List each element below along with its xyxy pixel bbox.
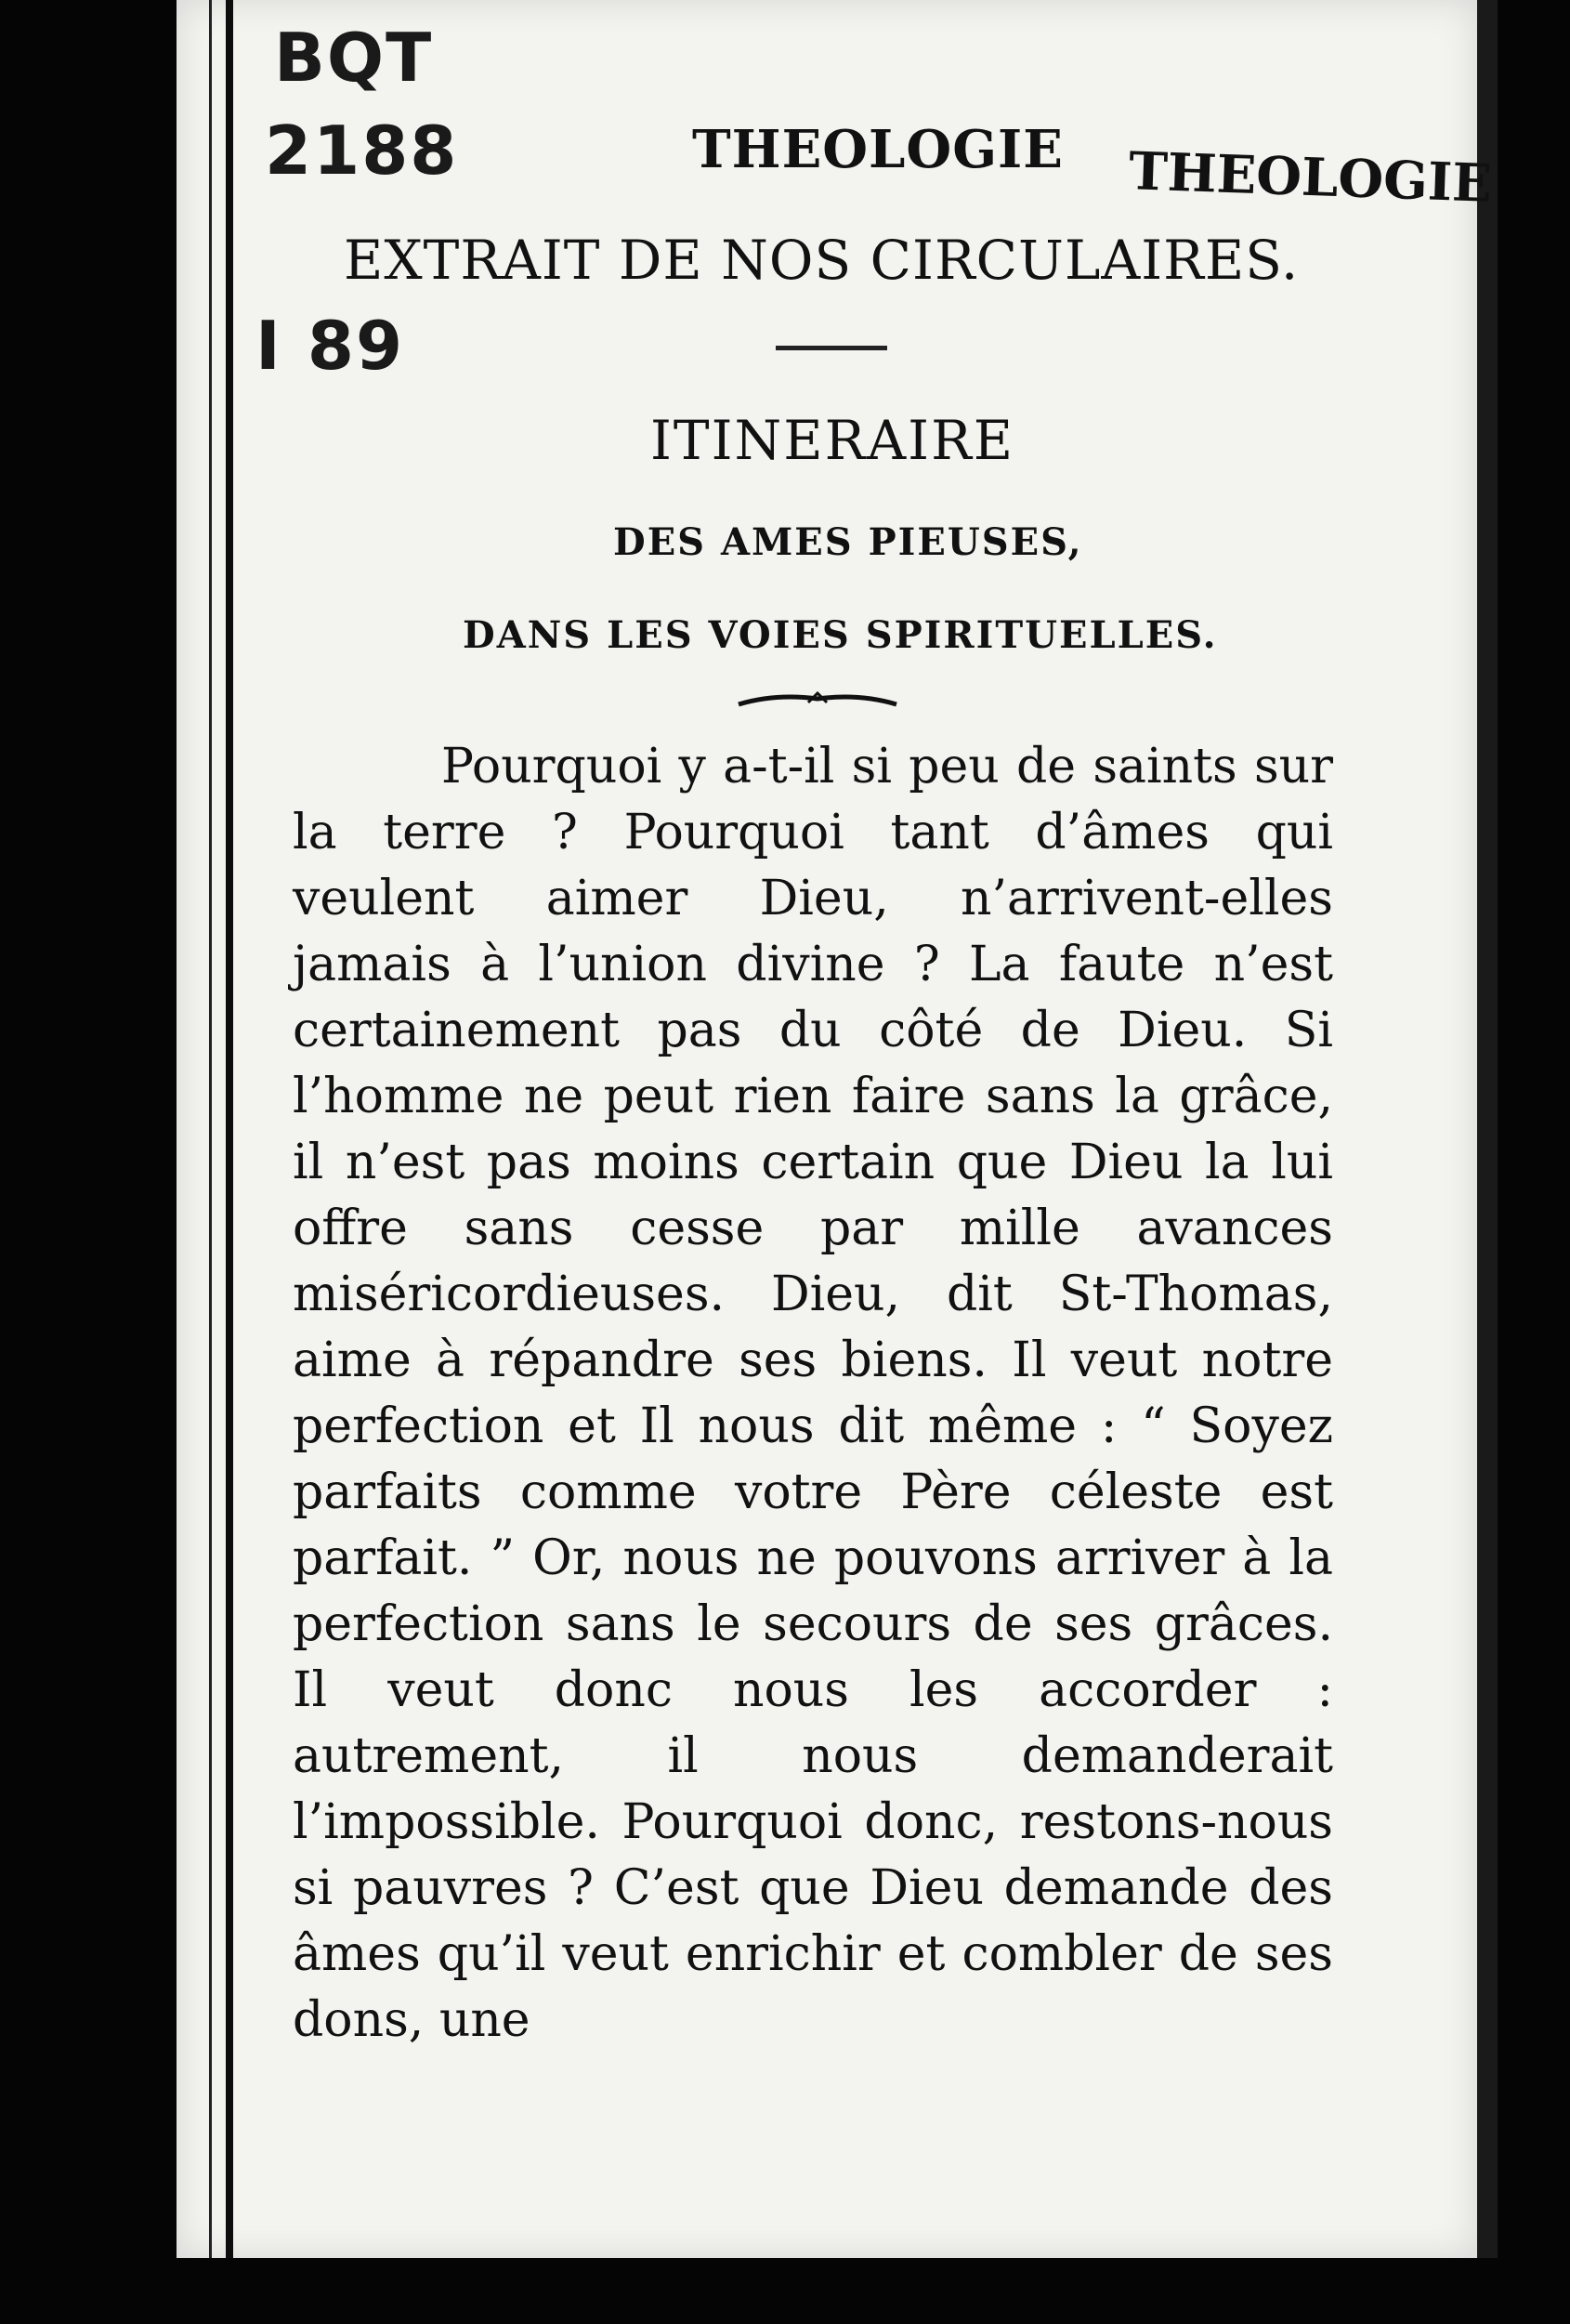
call-number-line2: 2188 (265, 112, 459, 190)
subtitle-line2: DANS LES VOIES SPIRITUELLES. (463, 613, 1218, 657)
call-number-line3: I 89 (255, 307, 405, 385)
header-left: THEOLOGIE (692, 119, 1064, 180)
margin-rule-thin (209, 0, 212, 2258)
call-number-line1: BQT (274, 19, 434, 97)
ornament-divider (734, 689, 901, 712)
subtitle-line1: DES AMES PIEUSES, (613, 520, 1083, 564)
document-title: ITINERAIRE (650, 409, 1015, 472)
subheader: EXTRAIT DE NOS CIRCULAIRES. (344, 229, 1300, 292)
header-right: THEOLOGIE (1127, 140, 1493, 215)
body-paragraph: Pourquoi y a-t-il si peu de saints sur la terre ? Pourquoi tant d’âmes qui veulent aimer Dieu, n’arrivent-elles jamais à l’union divine ? La faute n’est certainement pas du côté de Dieu. Si l’homme ne peut rien faire sans la grâce, il n’est pas moins certain que Dieu la lui offre sans cesse par mille avances miséricordieuses. Dieu, dit St-Thomas, aime à répandre ses biens. Il veut notre perfection et Il nous dit même : “ Soyez parfaits comme votre Père céleste est parfait. ” Or, nous ne pouvons arriver à la perfection sans le secours de ses grâces. Il veut donc nous les accorder : autrement, il nous demanderait l’impossible. Pourquoi donc, restons-nous si pauvres ? C’est que Dieu demande des âmes qu’il veut enrichir et combler de ses dons, une (293, 739, 1333, 2048)
separator-rule (776, 346, 887, 350)
margin-rule (226, 0, 233, 2258)
